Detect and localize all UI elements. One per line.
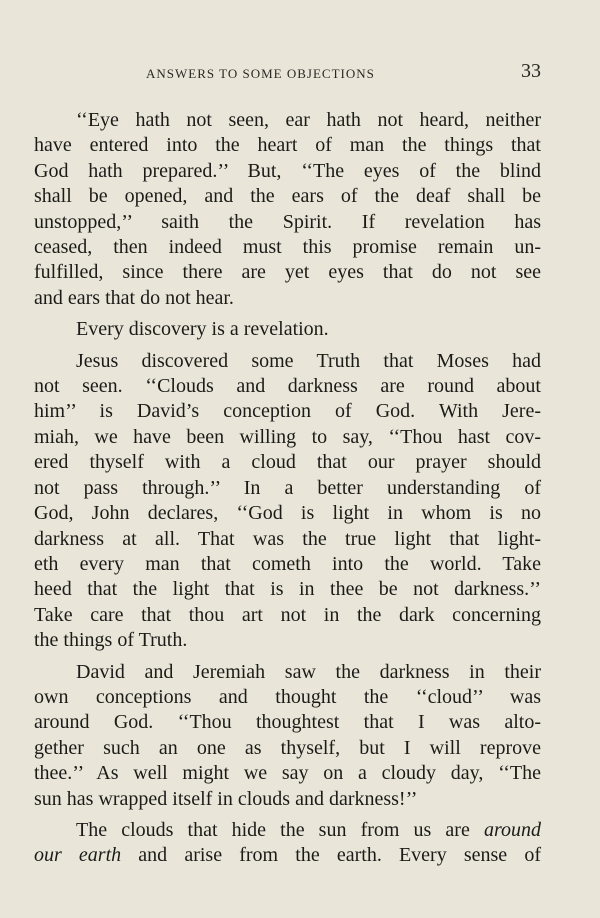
text-line: Jesus discovered some Truth that Moses had [76,349,541,372]
text-run: The clouds that hide the sun from us are [76,818,484,841]
text-line: the things of Truth. [34,629,188,652]
text-line: not pass through.’’ In a better understanding of [34,476,541,499]
running-title: ANSWERS TO SOME OBJECTIONS [146,66,375,81]
text-line: sun has wrapped itself in clouds and darkness!’’ [34,787,418,810]
paragraph-2 [34,317,541,342]
page-number: 33 [521,60,541,82]
text-line: around God. ‘‘Thou thoughtest that I was alto- [34,711,541,734]
text-line [34,843,541,868]
text-line: Every discovery is a revelation. [76,318,329,341]
emphasis-text: our earth [34,844,122,867]
text-line: not seen. ‘‘Clouds and darkness are round about [34,375,541,398]
paragraph-5 [34,818,541,869]
text-line: ceased, then indeed must this promise remain un- [34,236,541,259]
text-line: ‘‘Eye hath not seen, ear hath not heard, neither [76,109,541,131]
page-header [34,60,541,88]
text-run: and arise from the earth. Every sense of [121,844,541,867]
paragraph-1 [34,108,541,311]
text-line: heed that the light that is in thee be not darkness.’’ [34,578,541,601]
text-line: God, John declares, ‘‘God is light in whom is no [34,502,541,525]
paragraph-3 [34,349,541,654]
text-line: have entered into the heart of man the things that [34,134,541,157]
text-line: gether such an one as thyself, but I will reprove [34,736,541,759]
text-line: shall be opened, and the ears of the deaf shall be [34,185,541,208]
paragraph-4 [34,660,541,812]
text-line: God hath prepared.’’ But, ‘‘The eyes of the blind [34,159,541,182]
text-line [34,818,541,843]
text-line: own conceptions and thought the ‘‘cloud’’ was [34,685,541,708]
text-line: eth every man that cometh into the world. Take [34,552,541,575]
text-line: miah, we have been willing to say, ‘‘Thou hast cov- [34,425,541,448]
text-line: him’’ is David’s conception of God. With Jere- [34,400,541,423]
text-line: darkness at all. That was the true light that light- [34,527,541,550]
body-text [34,108,541,869]
text-line: unstopped,’’ saith the Spirit. If revelation has [34,210,541,233]
text-line: fulfilled, since there are yet eyes that do not see [34,261,541,284]
text-line: Take care that thou art not in the dark concerning [34,603,541,626]
text-line: David and Jeremiah saw the darkness in their [76,660,541,683]
text-line: and ears that do not hear. [34,286,234,309]
text-line: ered thyself with a cloud that our prayer should [34,451,541,474]
emphasis-text: around [483,818,541,841]
text-line: thee.’’ As well might we say on a cloudy day, ‘‘The [34,762,541,785]
